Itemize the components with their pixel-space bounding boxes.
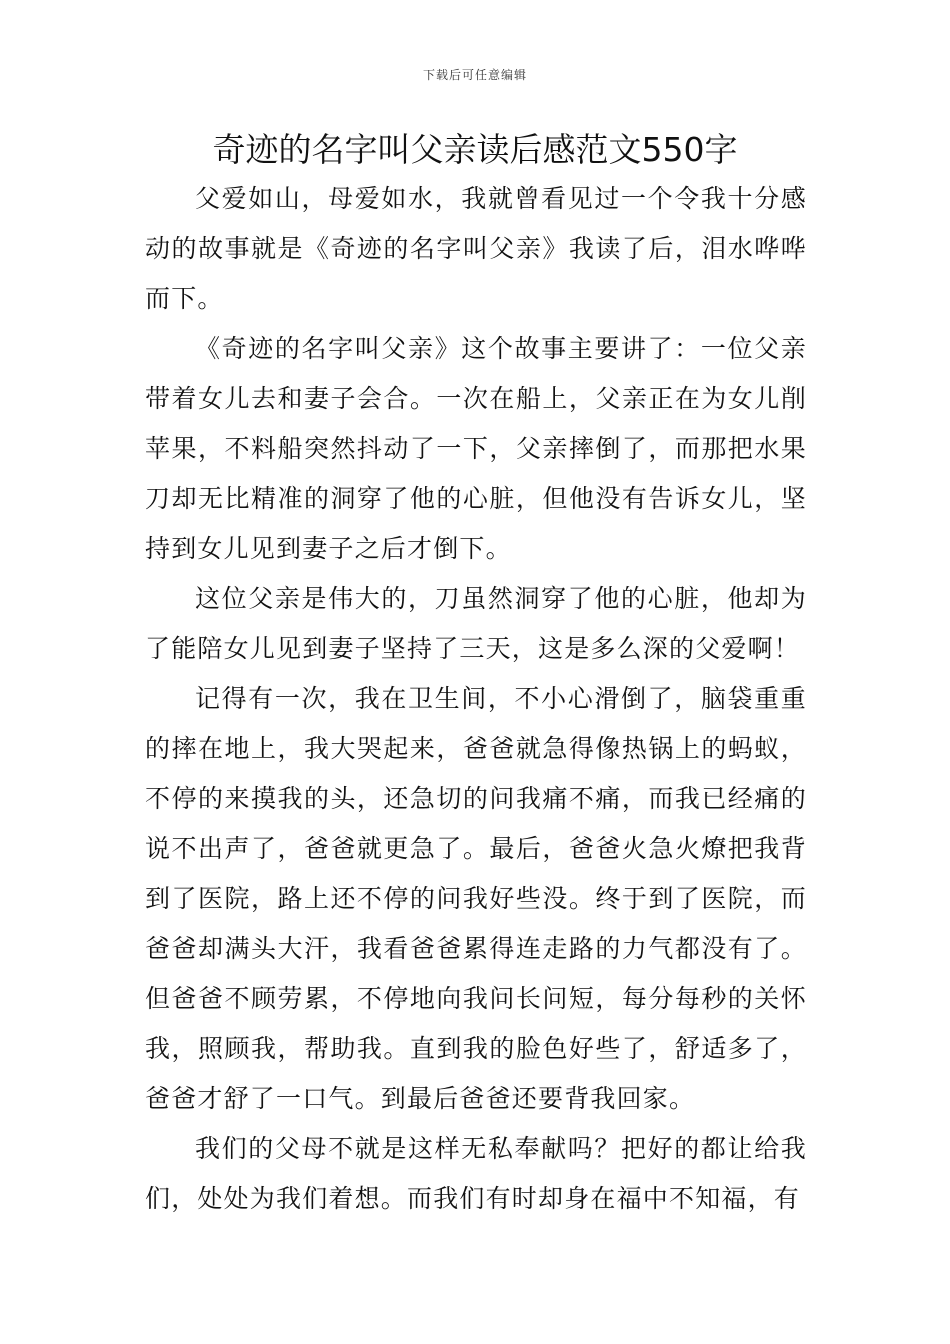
paragraph-5: 我们的父母不就是这样无私奉献吗？把好的都让给我们，处处为我们着想。而我们有时却身在福中不知福，有: [145, 1134, 807, 1213]
paragraph-4: 记得有一次，我在卫生间，不小心滑倒了，脑袋重重的摔在地上，我大哭起来，爸爸就急得像热锅上的蚂蚁，不停的来摸我的头，还急切的问我痛不痛，而我已经痛的说不出声了，爸爸就更急了。最后，爸爸火急火燎把我背到了医院，路上还不停的问我好些没。终于到了医院，而爸爸却满头大汗，我看爸爸累得连走路的力气都没有了。但爸爸不顾劳累，不停地向我问长问短，每分每秒的关怀我，照顾我，帮助我。直到我的脸色好些了，舒适多了，爸爸才舒了一口气。到最后爸爸还要背我回家。: [145, 684, 807, 1113]
document-title: 奇迹的名字叫父亲读后感范文550字: [212, 130, 738, 169]
paragraph-2: 《奇迹的名字叫父亲》这个故事主要讲了：一位父亲带着女儿去和妻子会合。一次在船上，父亲正在为女儿削苹果，不料船突然抖动了一下，父亲摔倒了，而那把水果刀却无比精准的洞穿了他的心脏，但他没有告诉女儿，坚持到女儿见到妻子之后才倒下。: [145, 334, 807, 563]
paragraph-3: 这位父亲是伟大的，刀虽然洞穿了他的心脏，他却为了能陪女儿见到妻子坚持了三天，这是多么深的父爱啊！: [145, 584, 807, 663]
paragraph-1: 父爱如山，母爱如水，我就曾看见过一个令我十分感动的故事就是《奇迹的名字叫父亲》我读了后，泪水哗哗而下。: [145, 184, 807, 313]
header-note: 下载后可任意编辑: [422, 68, 527, 82]
document-body: [145, 174, 807, 1224]
